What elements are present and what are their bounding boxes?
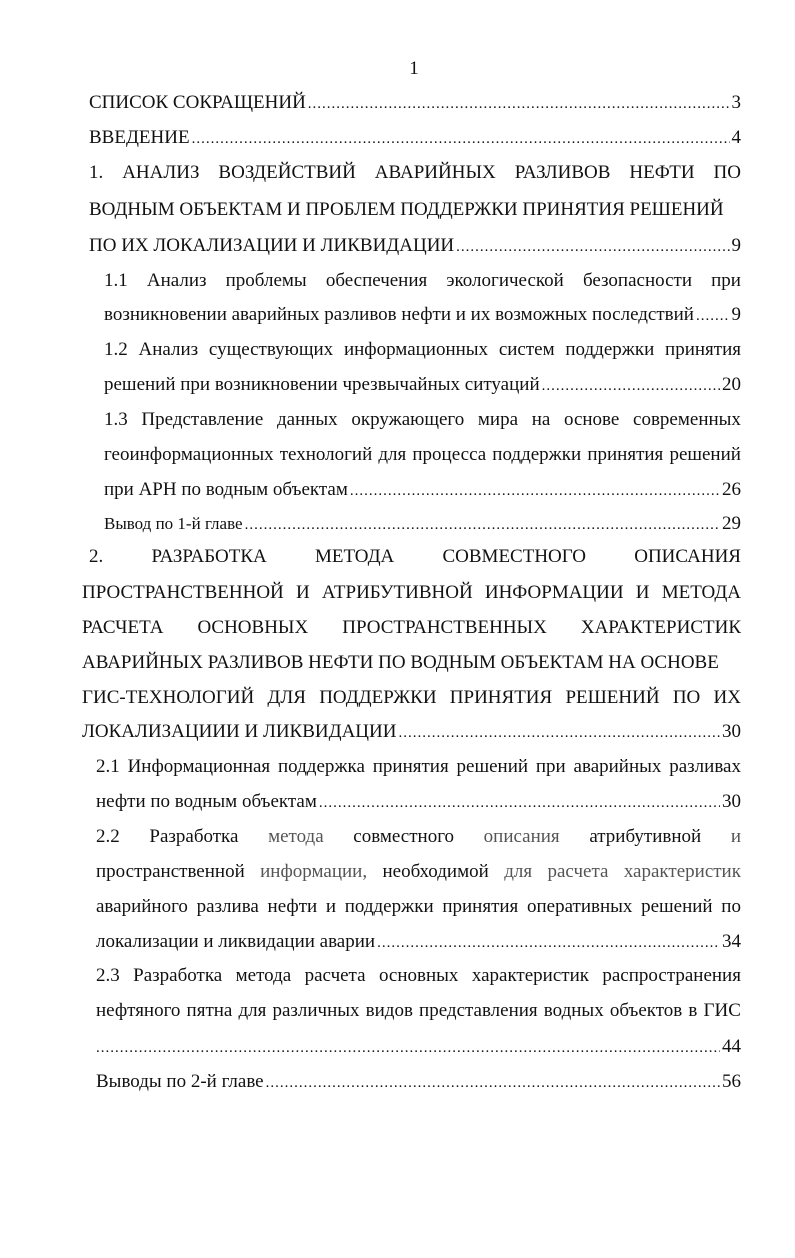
toc-word: 1.3 xyxy=(104,409,128,430)
dot-leader xyxy=(308,88,730,120)
toc-section-1-1-line-1 xyxy=(104,265,741,297)
toc-word: АНАЛИЗ xyxy=(122,162,200,183)
toc-word: разлива xyxy=(196,896,259,917)
toc-word: 1. xyxy=(89,162,104,183)
toc-word: водных xyxy=(543,1000,604,1021)
toc-entry-label: Выводы по 2-й главе xyxy=(96,1071,264,1092)
toc-section-2-1-line-1 xyxy=(96,751,741,783)
toc-word: ПОДДЕРЖКИ xyxy=(319,687,437,708)
dot-leader xyxy=(456,231,729,263)
toc-page-number: 9 xyxy=(731,235,741,256)
toc-word: основных xyxy=(378,965,459,986)
toc-word: основе xyxy=(563,409,620,430)
toc-section-2-1-line-2 xyxy=(96,786,741,818)
toc-word: ОСНОВНЫХ xyxy=(197,617,309,638)
toc-word: и xyxy=(325,896,337,917)
toc-word: на xyxy=(531,409,551,430)
toc-word: Анализ xyxy=(146,270,207,291)
toc-section-2-2-line-4 xyxy=(96,926,741,958)
toc-word: при xyxy=(711,270,741,291)
toc-word: для xyxy=(504,861,533,882)
toc-word: ОПИСАНИЯ xyxy=(634,546,741,567)
toc-word: принятия xyxy=(665,339,741,360)
toc-word: окружающего xyxy=(351,409,465,430)
toc-word: процесса xyxy=(412,444,487,465)
toc-page-number: 44 xyxy=(722,1036,741,1057)
toc-chapter-2-line-2 xyxy=(82,577,741,609)
toc-word: РЕШЕНИЙ xyxy=(565,687,660,708)
toc-word: СОВМЕСТНОГО xyxy=(442,546,587,567)
toc-word: решений при возникновении чрезвычайных ситуаций xyxy=(104,374,540,395)
toc-word: и xyxy=(730,826,741,847)
toc-word: И xyxy=(635,582,650,603)
dot-leader xyxy=(377,927,720,959)
toc-word: аварийных xyxy=(573,756,662,777)
toc-word: в xyxy=(688,1000,698,1021)
toc-word: видов xyxy=(365,1000,413,1021)
toc-word: ВОЗДЕЙСТВИЙ xyxy=(218,162,356,183)
dot-leader xyxy=(319,787,720,819)
toc-chapter-2-line-6 xyxy=(82,716,741,748)
toc-chapter-2-line-3 xyxy=(82,612,741,644)
toc-word: оперативных xyxy=(526,896,633,917)
toc-page-number: 9 xyxy=(731,304,741,325)
toc-word: принятия xyxy=(442,896,519,917)
page-number: 1 xyxy=(409,58,419,79)
toc-word: решений xyxy=(669,444,741,465)
toc-chapter-2-line-4 xyxy=(82,647,741,679)
toc-word: 2.2 xyxy=(96,826,120,847)
toc-word: поддержки xyxy=(492,444,582,465)
toc-word: описания xyxy=(483,826,560,847)
toc-word: ИНФОРМАЦИИ xyxy=(484,582,624,603)
toc-section-1-2-line-1 xyxy=(104,334,741,366)
toc-page-number: 30 xyxy=(722,721,741,742)
toc-word: АВАРИЙНЫХ РАЗЛИВОВ НЕФТИ ПО ВОДНЫМ ОБЪЕКТАМ НА ОСНОВЕ xyxy=(82,652,719,673)
toc-word: И xyxy=(295,582,310,603)
toc-section-2-2-line-3 xyxy=(96,891,741,923)
toc-word: информационных xyxy=(343,339,489,360)
toc-word: существующих xyxy=(208,339,334,360)
toc-word: различных xyxy=(272,1000,360,1021)
toc-word: расчета xyxy=(304,965,366,986)
toc-entry-conclusion-2 xyxy=(96,1066,741,1098)
toc-word: АТРИБУТИВНОЙ xyxy=(321,582,473,603)
toc-word: экологической xyxy=(446,270,564,291)
toc-word: принятия xyxy=(587,444,664,465)
toc-word: для xyxy=(238,1000,267,1021)
toc-word: ДЛЯ xyxy=(267,687,306,708)
toc-word: РАСЧЕТА xyxy=(82,617,164,638)
toc-page-number: 3 xyxy=(731,92,741,113)
toc-word: РАЗРАБОТКА xyxy=(151,546,267,567)
toc-page-number: 56 xyxy=(722,1071,741,1092)
toc-section-1-2-line-2 xyxy=(104,369,741,401)
toc-word: МЕТОДА xyxy=(661,582,741,603)
toc-word: обеспечения xyxy=(325,270,428,291)
dot-leader xyxy=(398,717,720,749)
toc-word: геоинформационных xyxy=(104,444,274,465)
toc-word: Разработка xyxy=(133,965,223,986)
toc-word: распространения xyxy=(602,965,741,986)
toc-word: расчета xyxy=(547,861,609,882)
dot-leader xyxy=(245,509,720,541)
toc-section-2-3-line-2 xyxy=(96,995,741,1027)
toc-word: Разработка xyxy=(149,826,239,847)
toc-entry-conclusion-1 xyxy=(104,508,741,540)
toc-word: нефти по водным объектам xyxy=(96,791,317,812)
toc-word: поддержки xyxy=(344,896,434,917)
toc-word: Анализ xyxy=(138,339,199,360)
toc-word: технологий xyxy=(279,444,373,465)
toc-section-1-3-line-2 xyxy=(104,439,741,471)
toc-word: необходимой xyxy=(382,861,489,882)
toc-word: возникновении аварийных разливов нефти и их возможных последствий xyxy=(104,304,694,325)
dot-leader xyxy=(96,1032,720,1064)
toc-word: при xyxy=(535,756,566,777)
toc-section-2-2-line-2 xyxy=(96,856,741,888)
toc-word: Представление xyxy=(141,409,264,430)
dot-leader xyxy=(192,123,730,155)
toc-word: метода xyxy=(235,965,292,986)
toc-word: принятия xyxy=(372,756,449,777)
toc-word: информации, xyxy=(260,861,368,882)
toc-word: разливах xyxy=(669,756,741,777)
toc-word: аварийного xyxy=(96,896,188,917)
toc-chapter-2-line-1 xyxy=(89,541,741,573)
toc-word: 2. xyxy=(89,546,104,567)
toc-page-number: 20 xyxy=(722,374,741,395)
toc-word: 1.1 xyxy=(104,270,128,291)
toc-word: проблемы xyxy=(225,270,307,291)
toc-page-number: 26 xyxy=(722,479,741,500)
toc-entry-introduction xyxy=(89,122,741,154)
toc-section-2-3-line-1 xyxy=(96,960,741,992)
toc-word: совместного xyxy=(353,826,455,847)
toc-word: характеристик xyxy=(471,965,589,986)
toc-entry-label: ВВЕДЕНИЕ xyxy=(89,127,190,148)
toc-word: МЕТОДА xyxy=(314,546,395,567)
toc-word: ИХ xyxy=(713,687,741,708)
toc-word: объектов xyxy=(609,1000,683,1021)
toc-word: решений xyxy=(456,756,529,777)
toc-word: решений xyxy=(641,896,713,917)
toc-word: ГИС xyxy=(703,1000,741,1021)
toc-word: ПО ИХ ЛОКАЛИЗАЦИИ И ЛИКВИДАЦИИ xyxy=(89,235,455,256)
toc-word: ЛОКАЛИЗАЦИИИ И ЛИКВИДАЦИИ xyxy=(82,721,397,742)
toc-word: ГИС-ТЕХНОЛОГИЙ xyxy=(82,687,255,708)
toc-word: современных xyxy=(633,409,741,430)
toc-page-number: 29 xyxy=(722,513,741,534)
toc-word: систем xyxy=(498,339,555,360)
toc-word: безопасности xyxy=(582,270,692,291)
dot-leader xyxy=(350,475,720,507)
toc-word: характеристик xyxy=(623,861,741,882)
toc-page-number: 30 xyxy=(722,791,741,812)
toc-word: Информационная xyxy=(127,756,271,777)
toc-word: ВОДНЫМ ОБЪЕКТАМ И ПРОБЛЕМ ПОДДЕРЖКИ ПРИНЯТИЯ РЕШЕНИЙ xyxy=(89,199,724,220)
toc-page-number: 4 xyxy=(731,127,741,148)
dot-leader xyxy=(696,300,730,332)
toc-word: метода xyxy=(268,826,324,847)
dot-leader xyxy=(266,1067,720,1099)
toc-word: нефти xyxy=(267,896,318,917)
toc-entry-label: Вывод по 1-й главе xyxy=(104,514,243,533)
toc-word: НЕФТИ xyxy=(629,162,695,183)
toc-section-2-3-line-3 xyxy=(96,1031,741,1063)
toc-word: ПРОСТРАНСТВЕННОЙ xyxy=(82,582,284,603)
toc-section-1-3-line-1 xyxy=(104,404,741,436)
toc-chapter-1-line-1 xyxy=(89,157,741,189)
toc-word: при АРН по водным объектам xyxy=(104,479,348,500)
toc-word: ПО xyxy=(713,162,741,183)
toc-word: мира xyxy=(477,409,519,430)
toc-word: локализации и ликвидации аварии xyxy=(96,931,376,952)
toc-chapter-1-line-3 xyxy=(89,230,741,262)
toc-chapter-2-line-5 xyxy=(82,682,741,714)
toc-entry-label: СПИСОК СОКРАЩЕНИЙ xyxy=(89,92,306,113)
dot-leader xyxy=(542,370,720,402)
toc-word: по xyxy=(721,896,741,917)
toc-word: данных xyxy=(276,409,338,430)
toc-word: 2.1 xyxy=(96,756,120,777)
toc-word: АВАРИЙНЫХ xyxy=(374,162,496,183)
toc-word: представления xyxy=(419,1000,538,1021)
toc-word: поддержки xyxy=(565,339,655,360)
toc-entry-abbreviations xyxy=(89,87,741,119)
toc-word: нефтяного xyxy=(96,1000,181,1021)
toc-word: ПРИНЯТИЯ xyxy=(449,687,553,708)
toc-word: атрибутивной xyxy=(589,826,702,847)
toc-section-1-3-line-3 xyxy=(104,474,741,506)
toc-word: для xyxy=(378,444,407,465)
toc-word: РАЗЛИВОВ xyxy=(514,162,611,183)
toc-page-number: 34 xyxy=(722,931,741,952)
toc-word: ХАРАКТЕРИСТИК xyxy=(580,617,741,638)
toc-word: пространственной xyxy=(96,861,245,882)
toc-word: поддержка xyxy=(278,756,365,777)
toc-word: 1.2 xyxy=(104,339,128,360)
toc-section-1-1-line-2 xyxy=(104,299,741,331)
toc-word: ПО xyxy=(672,687,701,708)
toc-section-2-2-line-1 xyxy=(96,821,741,853)
toc-chapter-1-line-2 xyxy=(89,194,741,226)
toc-word: ПРОСТРАНСТВЕННЫХ xyxy=(342,617,547,638)
toc-word: пятна xyxy=(186,1000,233,1021)
toc-word: 2.3 xyxy=(96,965,120,986)
